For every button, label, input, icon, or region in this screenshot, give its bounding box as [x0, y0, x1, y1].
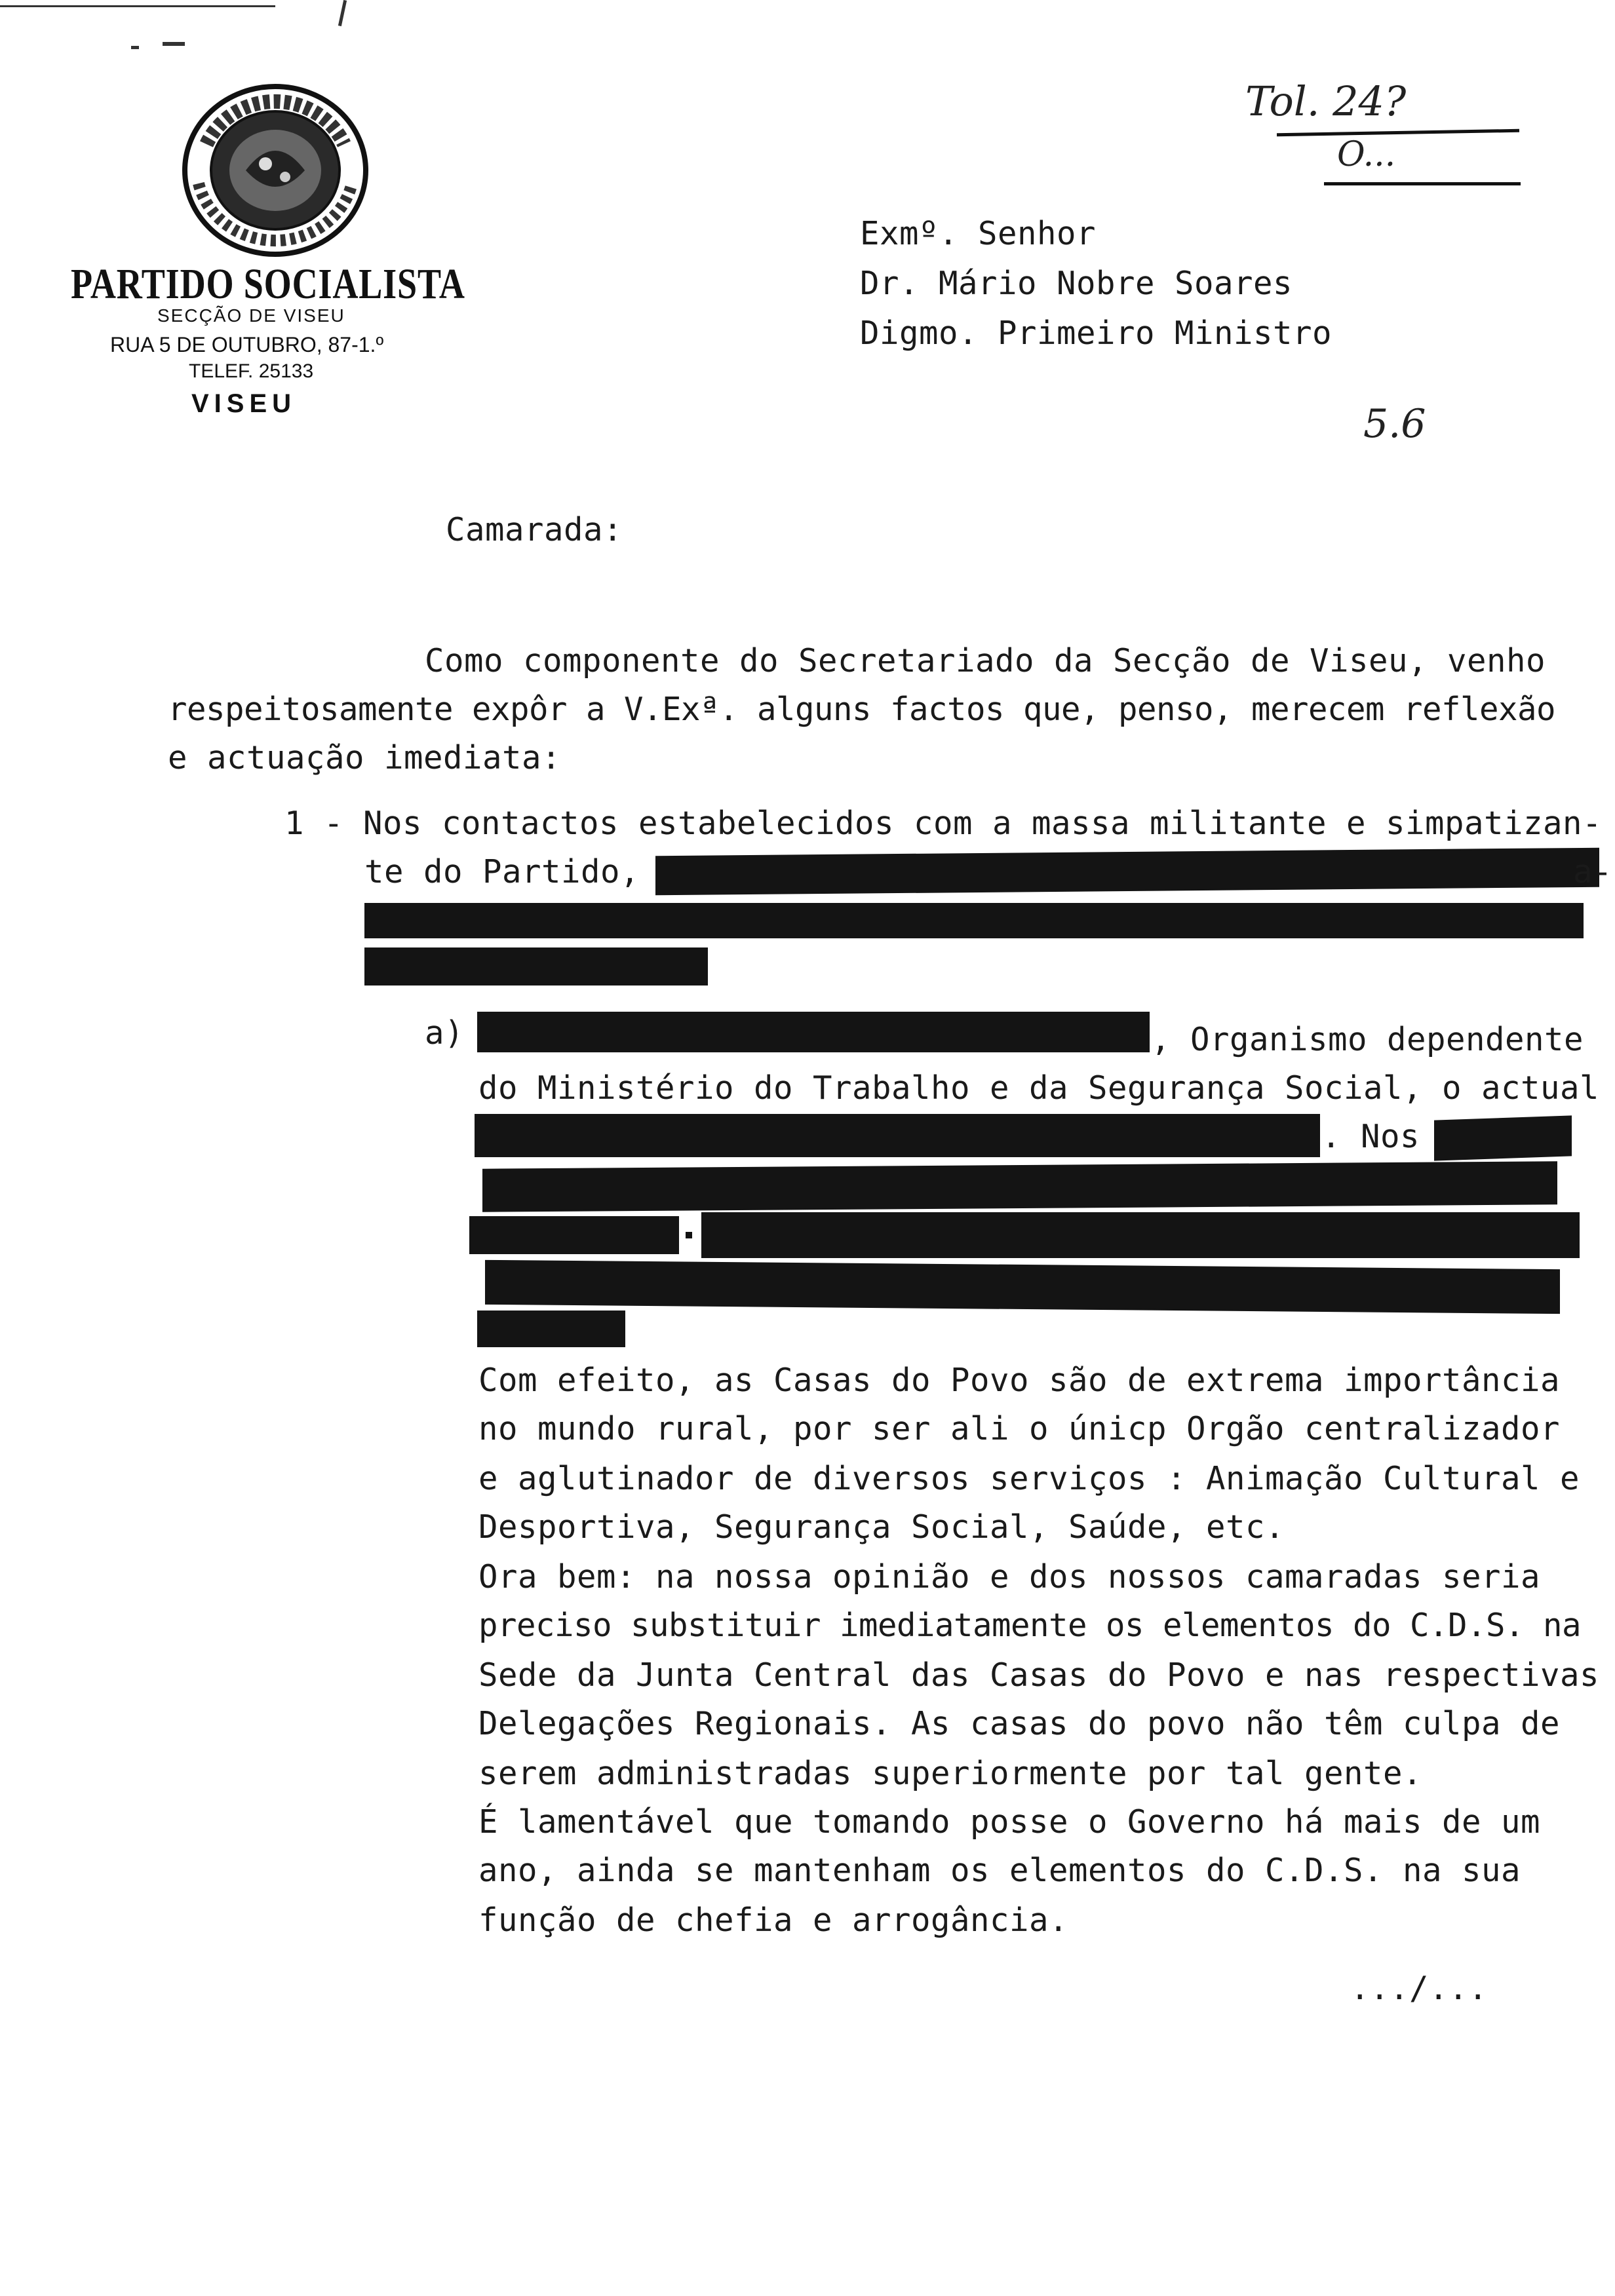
- handwritten-underline: [1324, 182, 1521, 185]
- intro-line-2: respeitosamente expôr a V.Exª. alguns factos que, penso, merecem reflexão: [168, 691, 1556, 728]
- addressee-line-2: Dr. Mário Nobre Soares: [860, 265, 1293, 302]
- body-line: Ora bem: na nossa opinião e dos nossos camaradas seria: [478, 1558, 1541, 1596]
- stray-period: [686, 1232, 692, 1238]
- letterhead-city: VISEU: [191, 389, 297, 418]
- redaction-bar: [469, 1216, 679, 1254]
- salutation: Camarada:: [446, 511, 623, 548]
- redaction-bar: [364, 947, 708, 985]
- item1-line-1: 1 - Nos contactos estabelecidos com a massa militante e simpatizan-: [284, 805, 1603, 842]
- redaction-bar: [364, 903, 1584, 938]
- body-line: serem administradas superiormente por tal gente.: [478, 1755, 1423, 1792]
- body-line: É lamentável que tomando posse o Governo há mais de um: [478, 1803, 1541, 1841]
- handwritten-reference: Tol. 24?: [1245, 77, 1407, 125]
- letterhead-address: RUA 5 DE OUTUBRO, 87-1.º: [110, 333, 384, 356]
- redaction-bar: [701, 1212, 1580, 1258]
- redaction-bar: [475, 1114, 1320, 1157]
- item1a-marker: a): [425, 1014, 465, 1052]
- body-line: Sede da Junta Central das Casas do Povo e nas respectivas: [478, 1656, 1600, 1694]
- item1a-line-1-suffix: , Organismo dependente: [1151, 1021, 1584, 1058]
- scan-mark: [338, 0, 347, 26]
- body-line: Com efeito, as Casas do Povo são de extrema importância: [478, 1362, 1561, 1399]
- letterhead-section: SECÇÃO DE VISEU: [157, 305, 345, 326]
- intro-line-1: Como componente do Secretariado da Secção de Viseu, venho: [425, 642, 1546, 679]
- redaction-bar: [485, 1260, 1560, 1314]
- redaction-bar: [477, 1311, 625, 1347]
- body-line: no mundo rural, por ser ali o únicp Orgão centralizador: [478, 1410, 1561, 1447]
- redaction-bar: [1434, 1115, 1572, 1160]
- item1-line-2-prefix: te do Partido,: [364, 853, 640, 890]
- item1a-line-3-mid: . Nos: [1321, 1118, 1420, 1155]
- letterhead-org: PARTIDO SOCIALISTA: [71, 260, 465, 308]
- body-line: Delegações Regionais. As casas do povo não têm culpa de: [478, 1705, 1561, 1742]
- body-line: preciso substituir imediatamente os elementos do C.D.S. na: [478, 1607, 1582, 1644]
- scan-mark: [131, 46, 139, 49]
- letterhead-phone: TELEF. 25133: [189, 360, 314, 382]
- redaction-bar: [482, 1161, 1557, 1212]
- intro-line-3: e actuação imediata:: [168, 739, 562, 776]
- redaction-bar: [655, 848, 1599, 896]
- handwritten-page-mark: 5.6: [1363, 401, 1426, 447]
- item1a-line-2: do Ministério do Trabalho e da Segurança Social, o actual: [478, 1069, 1600, 1107]
- party-seal-logo: [167, 72, 383, 269]
- item1-line-2-suffix: a-: [1573, 853, 1613, 890]
- handwritten-underline: [1277, 129, 1519, 136]
- handwritten-note: O...: [1337, 135, 1396, 174]
- body-line: ano, ainda se mantenham os elementos do C.D.S. na sua: [478, 1852, 1521, 1889]
- body-line: Desportiva, Segurança Social, Saúde, etc.: [478, 1508, 1285, 1546]
- body-line: função de chefia e arrogância.: [478, 1902, 1069, 1939]
- redaction-bar: [477, 1012, 1150, 1052]
- scan-mark: [163, 42, 185, 46]
- addressee-line-1: Exmº. Senhor: [860, 215, 1097, 252]
- addressee-line-3: Digmo. Primeiro Ministro: [860, 315, 1333, 352]
- continuation-mark: .../...: [1350, 1970, 1489, 2007]
- body-line: e aglutinador de diversos serviços : Animação Cultural e: [478, 1460, 1580, 1497]
- scan-mark: [0, 5, 275, 7]
